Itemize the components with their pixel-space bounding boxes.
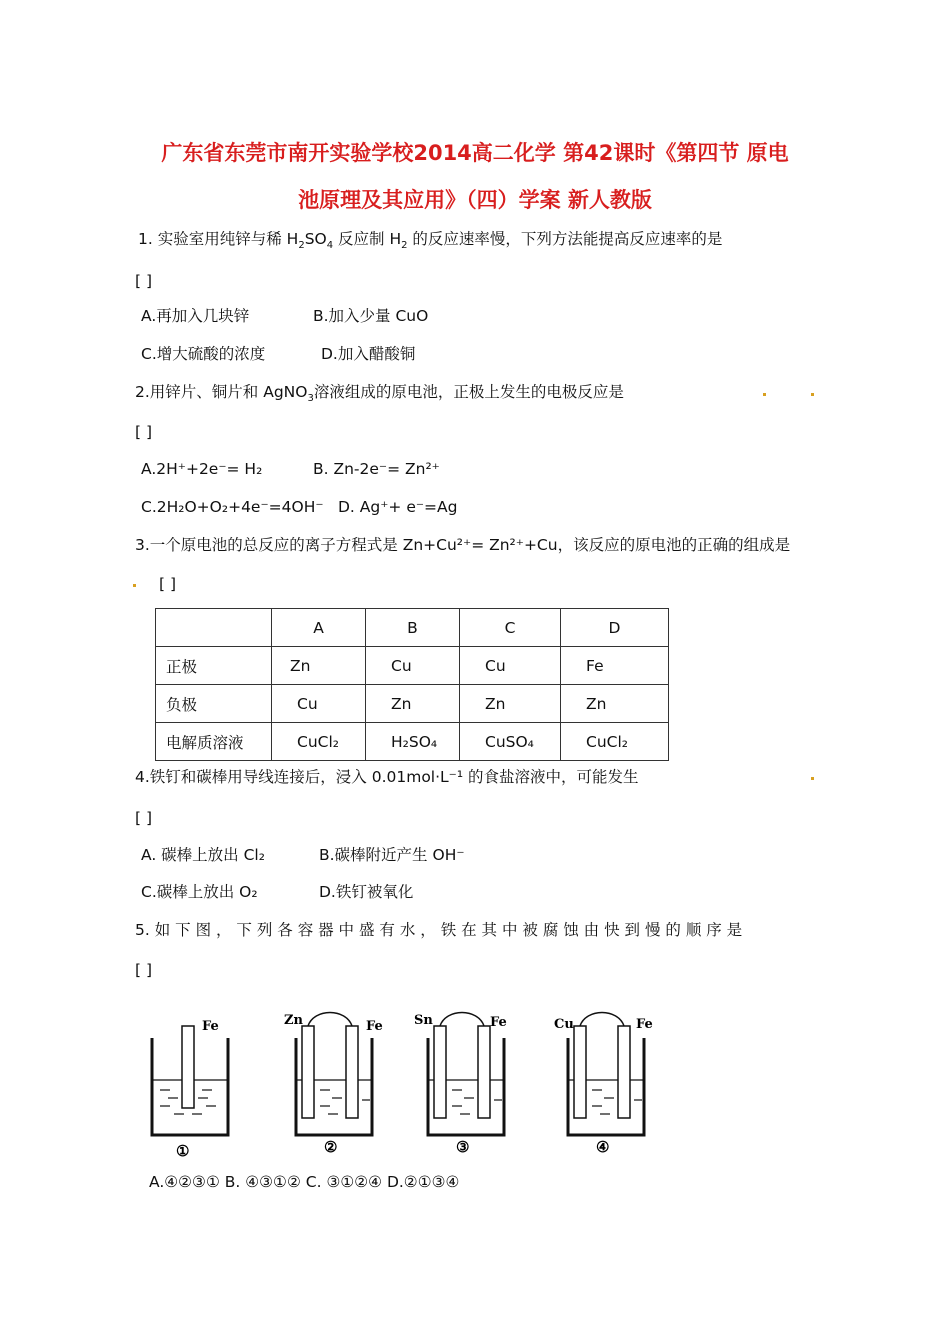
q2-stem: 2.用锌片、铜片和 AgNO$_3$溶液组成的原电池，正极上发生的电极反应是	[135, 383, 624, 405]
fe-electrode	[346, 1026, 358, 1118]
fe-electrode	[618, 1026, 630, 1118]
fe-electrode	[478, 1026, 490, 1118]
page-title-line-2: 池原理及其应用》（四）学案 新人教版	[298, 188, 652, 212]
beaker-2-label-zn: Zn	[284, 1013, 303, 1028]
q5-answer-bracket: [ ]	[135, 961, 153, 979]
page-title-line-1: 广东省东莞市南开实验学校2014高二化学 第42课时《第四节 原电	[161, 141, 789, 165]
q1-answer-bracket: [ ]	[135, 272, 153, 290]
beaker-3-label-fe: Fe	[490, 1015, 507, 1030]
q2-answer-bracket: [ ]	[135, 423, 153, 441]
beaker-1	[152, 1019, 228, 1160]
table-cell: Fe	[561, 647, 669, 685]
table-row	[156, 685, 669, 723]
q4-option-b: B.碳棒附近产生 OH⁻	[319, 846, 465, 864]
q1-option-b: B.加入少量 CuO	[313, 307, 429, 325]
table-header-cell	[156, 609, 272, 647]
beaker-2-label-fe: Fe	[366, 1019, 383, 1034]
wire	[440, 1013, 484, 1027]
table-cell: 正极	[156, 647, 272, 685]
table-cell: Zn	[460, 685, 561, 723]
q3-stem: 3.一个原电池的总反应的离子方程式是 Zn+Cu²⁺= Zn²⁺+Cu，该反应的原电池的正确的组成是	[135, 536, 791, 554]
beaker-4-number: ④	[596, 1138, 610, 1156]
q2-option-a: A.2H⁺+2e⁻= H₂	[141, 460, 263, 478]
q5-stem: 5. 如 下 图 ， 下 列 各 容 器 中 盛 有 水 ， 铁 在 其 中 被 腐 蚀 由 快 到 慢 的 顺 序 是	[135, 921, 743, 939]
beaker-2	[284, 1013, 383, 1157]
q1-option-a: A.再加入几块锌	[141, 307, 250, 325]
table-row	[156, 647, 669, 685]
table-cell: 负极	[156, 685, 272, 723]
speck-mark	[811, 777, 814, 780]
cu-electrode	[574, 1026, 586, 1118]
beaker-4-label-cu: Cu	[554, 1017, 574, 1032]
table-cell: CuSO₄	[460, 723, 561, 761]
table-cell: Cu	[366, 647, 460, 685]
speck-mark	[133, 584, 136, 587]
wire	[580, 1013, 624, 1027]
q4-option-c: C.碳棒上放出 O₂	[141, 883, 258, 901]
q5-beakers-figure	[140, 1010, 680, 1164]
water-dashes	[452, 1090, 502, 1114]
table-cell: 电解质溶液	[156, 723, 272, 761]
beaker-3	[414, 1013, 507, 1157]
water-dashes	[320, 1090, 370, 1114]
beaker-4-label-fe: Fe	[636, 1017, 653, 1032]
beaker-1-number: ①	[176, 1142, 190, 1160]
q1-stem: 1. 实验室用纯锌与稀 $H_2SO_4$ 反应制 $H_2$ 的反应速率慢，下列方法能提高反应速率的是	[138, 230, 723, 252]
water-dashes	[592, 1090, 642, 1114]
q4-stem: 4.铁钉和碳棒用导线连接后，浸入 0.01mol·L⁻¹ 的食盐溶液中，可能发生	[135, 768, 639, 786]
table-header-cell: B	[366, 609, 460, 647]
q4-answer-bracket: [ ]	[135, 809, 153, 827]
table-header-cell: D	[561, 609, 669, 647]
table-row	[156, 723, 669, 761]
fe-electrode	[182, 1026, 194, 1108]
q1-option-c: C.增大硫酸的浓度	[141, 345, 266, 363]
table-cell: CuCl₂	[561, 723, 669, 761]
table-header-row	[156, 609, 669, 647]
speck-mark	[811, 393, 814, 396]
q2-option-b: B. Zn-2e⁻= Zn²⁺	[313, 460, 440, 478]
table-cell: H₂SO₄	[366, 723, 460, 761]
q3-answer-bracket: [ ]	[159, 575, 177, 593]
table-header-cell: C	[460, 609, 561, 647]
zn-electrode	[302, 1026, 314, 1118]
q2-option-c: C.2H₂O+O₂+4e⁻=4OH⁻	[141, 498, 324, 516]
beaker-4	[554, 1013, 653, 1157]
table-cell: Zn	[272, 647, 366, 685]
q4-option-d: D.铁钉被氧化	[319, 883, 414, 901]
q5-options: A.④②③① B. ④③①② C. ③①②④ D.②①③④	[149, 1173, 460, 1191]
table-cell: CuCl₂	[272, 723, 366, 761]
table-cell: Zn	[366, 685, 460, 723]
q3-options-table	[155, 608, 669, 761]
table-header-cell: A	[272, 609, 366, 647]
table-cell: Cu	[272, 685, 366, 723]
beaker-3-label-sn: Sn	[414, 1013, 433, 1028]
sn-electrode	[434, 1026, 446, 1118]
beaker-3-number: ③	[456, 1138, 470, 1156]
q4-option-a: A. 碳棒上放出 Cl₂	[141, 846, 265, 864]
wire	[308, 1013, 352, 1027]
table-cell: Zn	[561, 685, 669, 723]
table-cell: Cu	[460, 647, 561, 685]
q1-option-d: D.加入醋酸铜	[321, 345, 416, 363]
beakers-svg	[140, 1010, 680, 1160]
q2-option-d: D. Ag⁺+ e⁻=Ag	[338, 498, 458, 516]
speck-mark	[763, 393, 766, 396]
beaker-1-label-fe: Fe	[202, 1019, 219, 1034]
beaker-2-number: ②	[324, 1138, 338, 1156]
